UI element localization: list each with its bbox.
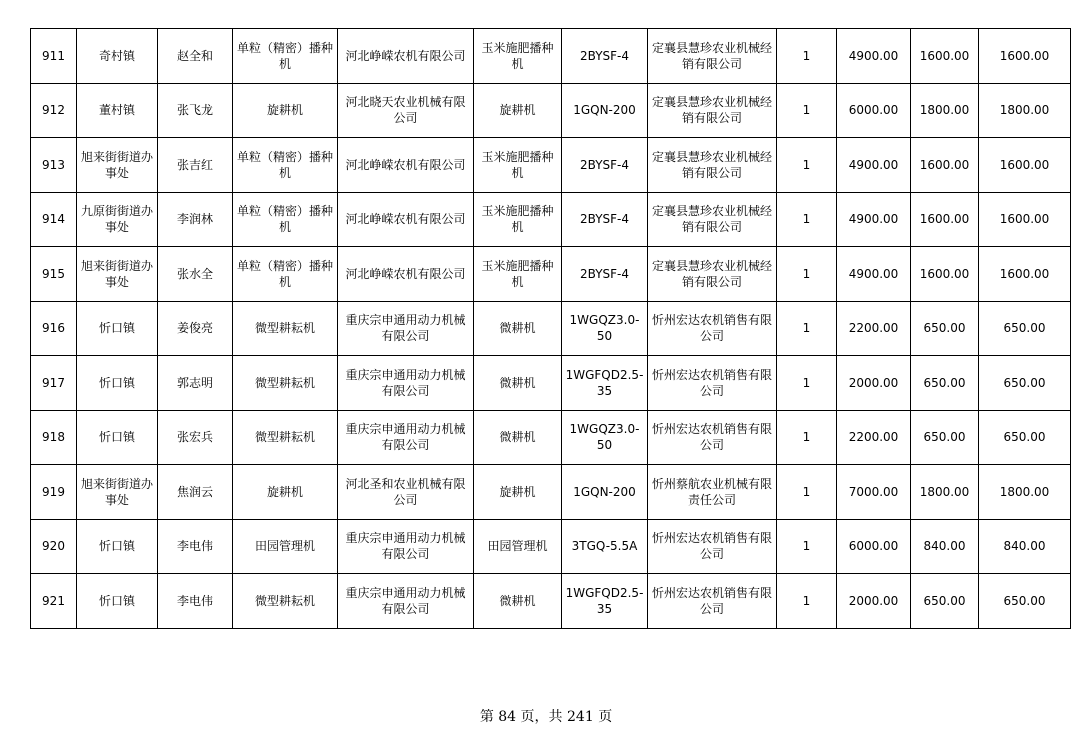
- cell-total: 1600.00: [979, 192, 1071, 247]
- cell-machine-type: 微耕机: [474, 301, 562, 356]
- cell-town: 忻口镇: [77, 410, 158, 465]
- cell-quantity: 1: [777, 410, 837, 465]
- cell-dealer: 忻州宏达农机销售有限公司: [648, 410, 777, 465]
- cell-quantity: 1: [777, 29, 837, 84]
- cell-price: 2000.00: [837, 356, 911, 411]
- cell-machine-type: 玉米施肥播种机: [474, 29, 562, 84]
- cell-quantity: 1: [777, 138, 837, 193]
- cell-total: 650.00: [979, 574, 1071, 629]
- cell-subsidy: 1600.00: [911, 192, 979, 247]
- cell-manufacturer: 河北峥嵘农机有限公司: [338, 247, 474, 302]
- cell-town: 忻口镇: [77, 519, 158, 574]
- cell-price: 4900.00: [837, 192, 911, 247]
- cell-model: 1WGQZ3.0-50: [562, 410, 648, 465]
- cell-price: 4900.00: [837, 247, 911, 302]
- cell-total: 1600.00: [979, 29, 1071, 84]
- cell-machine-type: 微耕机: [474, 356, 562, 411]
- cell-town: 旭来街街道办事处: [77, 247, 158, 302]
- table-row: [31, 465, 1071, 520]
- cell-manufacturer: 河北峥嵘农机有限公司: [338, 29, 474, 84]
- cell-total: 1600.00: [979, 247, 1071, 302]
- cell-price: 4900.00: [837, 29, 911, 84]
- cell-number: 920: [31, 519, 77, 574]
- table-body: [31, 29, 1071, 629]
- cell-manufacturer: 重庆宗申通用动力机械有限公司: [338, 410, 474, 465]
- cell-subsidy: 1800.00: [911, 465, 979, 520]
- cell-name: 张吉红: [158, 138, 233, 193]
- cell-model: 1GQN-200: [562, 465, 648, 520]
- cell-manufacturer: 河北圣和农业机械有限公司: [338, 465, 474, 520]
- cell-name: 李电伟: [158, 519, 233, 574]
- cell-name: 李电伟: [158, 574, 233, 629]
- cell-total: 1600.00: [979, 138, 1071, 193]
- cell-category: 单粒（精密）播种机: [233, 138, 338, 193]
- cell-number: 914: [31, 192, 77, 247]
- cell-number: 912: [31, 83, 77, 138]
- cell-dealer: 定襄县慧珍农业机械经销有限公司: [648, 29, 777, 84]
- table-row: [31, 574, 1071, 629]
- cell-model: 1GQN-200: [562, 83, 648, 138]
- cell-subsidy: 1800.00: [911, 83, 979, 138]
- footer-total-pages: 241: [567, 709, 594, 725]
- table-row: [31, 138, 1071, 193]
- cell-manufacturer: 重庆宗申通用动力机械有限公司: [338, 301, 474, 356]
- cell-manufacturer: 重庆宗申通用动力机械有限公司: [338, 574, 474, 629]
- cell-town: 旭来街街道办事处: [77, 138, 158, 193]
- cell-machine-type: 玉米施肥播种机: [474, 138, 562, 193]
- cell-subsidy: 1600.00: [911, 247, 979, 302]
- cell-category: 旋耕机: [233, 465, 338, 520]
- cell-model: 1WGQZ3.0-50: [562, 301, 648, 356]
- cell-category: 田园管理机: [233, 519, 338, 574]
- cell-quantity: 1: [777, 519, 837, 574]
- cell-machine-type: 旋耕机: [474, 83, 562, 138]
- cell-number: 913: [31, 138, 77, 193]
- cell-name: 张飞龙: [158, 83, 233, 138]
- cell-quantity: 1: [777, 574, 837, 629]
- cell-price: 4900.00: [837, 138, 911, 193]
- cell-machine-type: 旋耕机: [474, 465, 562, 520]
- cell-number: 918: [31, 410, 77, 465]
- cell-manufacturer: 河北峥嵘农机有限公司: [338, 138, 474, 193]
- cell-town: 九原街街道办事处: [77, 192, 158, 247]
- cell-subsidy: 650.00: [911, 410, 979, 465]
- cell-subsidy: 1600.00: [911, 138, 979, 193]
- cell-machine-type: 玉米施肥播种机: [474, 247, 562, 302]
- cell-category: 单粒（精密）播种机: [233, 192, 338, 247]
- cell-price: 2200.00: [837, 410, 911, 465]
- cell-quantity: 1: [777, 247, 837, 302]
- cell-name: 李润林: [158, 192, 233, 247]
- cell-model: 3TGQ-5.5A: [562, 519, 648, 574]
- footer-mid: 页，共: [520, 709, 563, 725]
- cell-subsidy: 650.00: [911, 574, 979, 629]
- cell-total: 840.00: [979, 519, 1071, 574]
- cell-model: 2BYSF-4: [562, 247, 648, 302]
- page-footer: [0, 706, 1092, 726]
- table-row: [31, 192, 1071, 247]
- cell-total: 650.00: [979, 356, 1071, 411]
- cell-subsidy: 650.00: [911, 301, 979, 356]
- cell-quantity: 1: [777, 465, 837, 520]
- cell-subsidy: 840.00: [911, 519, 979, 574]
- cell-dealer: 忻州蔡航农业机械有限责任公司: [648, 465, 777, 520]
- cell-price: 2000.00: [837, 574, 911, 629]
- cell-name: 焦润云: [158, 465, 233, 520]
- cell-number: 917: [31, 356, 77, 411]
- cell-number: 915: [31, 247, 77, 302]
- cell-total: 1800.00: [979, 83, 1071, 138]
- cell-quantity: 1: [777, 301, 837, 356]
- cell-dealer: 忻州宏达农机销售有限公司: [648, 574, 777, 629]
- cell-dealer: 忻州宏达农机销售有限公司: [648, 301, 777, 356]
- cell-total: 650.00: [979, 410, 1071, 465]
- cell-model: 1WGFQD2.5-35: [562, 356, 648, 411]
- cell-model: 1WGFQD2.5-35: [562, 574, 648, 629]
- cell-category: 旋耕机: [233, 83, 338, 138]
- cell-model: 2BYSF-4: [562, 192, 648, 247]
- table-row: [31, 410, 1071, 465]
- cell-name: 张宏兵: [158, 410, 233, 465]
- cell-town: 忻口镇: [77, 356, 158, 411]
- cell-manufacturer: 河北峥嵘农机有限公司: [338, 192, 474, 247]
- cell-town: 奇村镇: [77, 29, 158, 84]
- table-row: [31, 301, 1071, 356]
- cell-price: 6000.00: [837, 83, 911, 138]
- cell-subsidy: 1600.00: [911, 29, 979, 84]
- cell-town: 忻口镇: [77, 301, 158, 356]
- cell-price: 6000.00: [837, 519, 911, 574]
- cell-quantity: 1: [777, 83, 837, 138]
- cell-price: 7000.00: [837, 465, 911, 520]
- cell-total: 650.00: [979, 301, 1071, 356]
- cell-manufacturer: 河北晓天农业机械有限公司: [338, 83, 474, 138]
- cell-manufacturer: 重庆宗申通用动力机械有限公司: [338, 356, 474, 411]
- cell-model: 2BYSF-4: [562, 138, 648, 193]
- cell-dealer: 定襄县慧珍农业机械经销有限公司: [648, 192, 777, 247]
- cell-price: 2200.00: [837, 301, 911, 356]
- cell-category: 单粒（精密）播种机: [233, 247, 338, 302]
- footer-suffix: 页: [598, 709, 613, 725]
- cell-quantity: 1: [777, 192, 837, 247]
- cell-name: 姜俊亮: [158, 301, 233, 356]
- cell-name: 张水全: [158, 247, 233, 302]
- cell-name: 郭志明: [158, 356, 233, 411]
- cell-dealer: 定襄县慧珍农业机械经销有限公司: [648, 138, 777, 193]
- footer-prefix: 第: [479, 709, 494, 725]
- cell-town: 董村镇: [77, 83, 158, 138]
- cell-dealer: 忻州宏达农机销售有限公司: [648, 519, 777, 574]
- table-row: [31, 29, 1071, 84]
- cell-total: 1800.00: [979, 465, 1071, 520]
- cell-model: 2BYSF-4: [562, 29, 648, 84]
- cell-manufacturer: 重庆宗申通用动力机械有限公司: [338, 519, 474, 574]
- cell-category: 单粒（精密）播种机: [233, 29, 338, 84]
- table-row: [31, 519, 1071, 574]
- cell-dealer: 定襄县慧珍农业机械经销有限公司: [648, 83, 777, 138]
- cell-category: 微型耕耘机: [233, 356, 338, 411]
- cell-category: 微型耕耘机: [233, 574, 338, 629]
- cell-number: 921: [31, 574, 77, 629]
- footer-page-number: 84: [498, 709, 517, 725]
- cell-number: 911: [31, 29, 77, 84]
- cell-machine-type: 田园管理机: [474, 519, 562, 574]
- cell-dealer: 定襄县慧珍农业机械经销有限公司: [648, 247, 777, 302]
- cell-category: 微型耕耘机: [233, 301, 338, 356]
- cell-category: 微型耕耘机: [233, 410, 338, 465]
- cell-number: 919: [31, 465, 77, 520]
- cell-quantity: 1: [777, 356, 837, 411]
- cell-subsidy: 650.00: [911, 356, 979, 411]
- table-row: [31, 247, 1071, 302]
- table-row: [31, 356, 1071, 411]
- cell-town: 旭来街街道办事处: [77, 465, 158, 520]
- subsidy-table: [30, 28, 1071, 629]
- cell-machine-type: 微耕机: [474, 410, 562, 465]
- table-row: [31, 83, 1071, 138]
- cell-number: 916: [31, 301, 77, 356]
- cell-dealer: 忻州宏达农机销售有限公司: [648, 356, 777, 411]
- cell-name: 赵全和: [158, 29, 233, 84]
- cell-town: 忻口镇: [77, 574, 158, 629]
- cell-machine-type: 玉米施肥播种机: [474, 192, 562, 247]
- cell-machine-type: 微耕机: [474, 574, 562, 629]
